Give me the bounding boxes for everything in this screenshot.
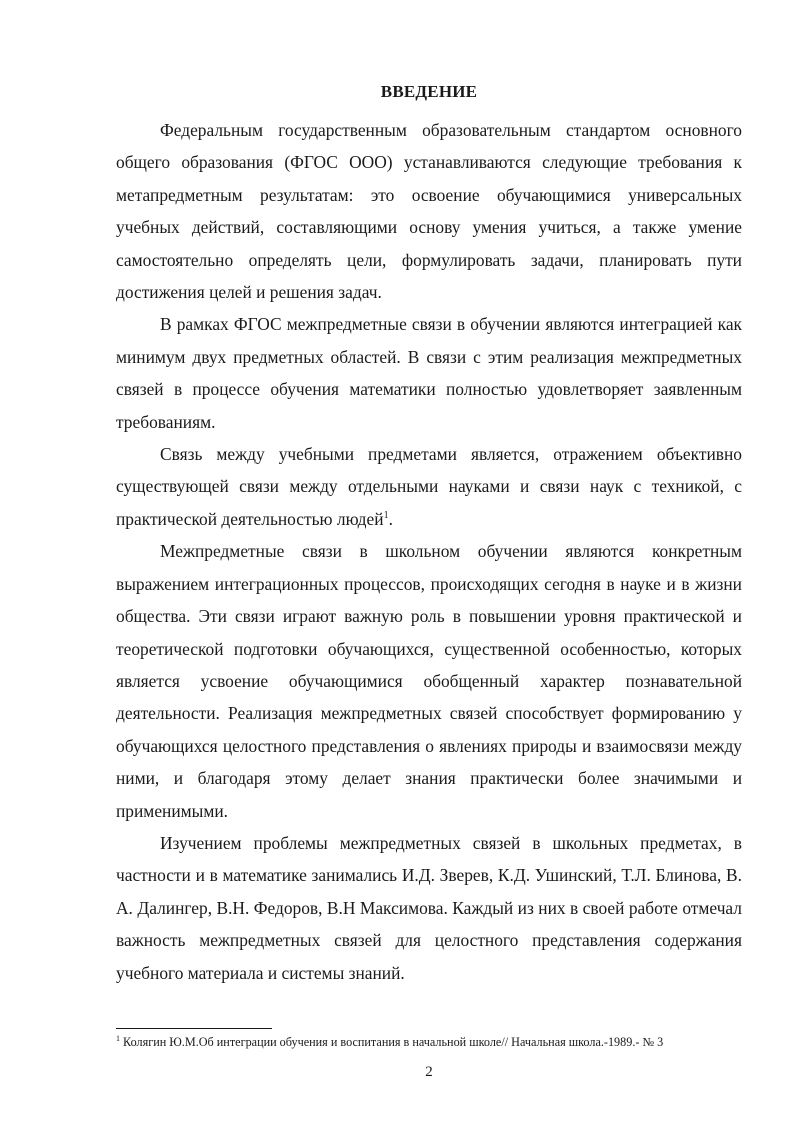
page-number: 2: [425, 1064, 433, 1080]
body-text: [116, 114, 742, 989]
paragraph-5: [116, 827, 742, 989]
paragraph-text: Межпредметные связи в школьном обучении являются конкретным выражением интеграционных процессов, происходящих сегодня в науке и в жизни общества. Эти связи играют важную роль в повышении уровня практической и теоретической подготовки обучающихся, существенной особенностью, которых является усвоение обучающимися обобщенный характер познавательной деятельности. Реализация межпредметных связей способствует формированию у обучающихся целостного представления о явлениях природы и взаимосвязи между ними, и благодаря этому делает знания практически более значимыми и применимыми.: [116, 541, 742, 821]
document-title: ВВЕДЕНИЕ: [380, 82, 478, 101]
paragraph-3: [116, 438, 742, 535]
footnote: [116, 1034, 756, 1050]
paragraph-text: В рамках ФГОС межпредметные связи в обучении являются интеграцией как минимум двух предметных областей. В связи с этим реализация межпредметных связей в процессе обучения математики полностью удовлетворяет заявленным требованиям.: [116, 314, 742, 432]
paragraph-2: [116, 308, 742, 438]
footnote-marker: 1: [116, 1033, 120, 1043]
paragraph-tail: .: [388, 508, 393, 529]
paragraph-text: Федеральным государственным образовательным стандартом основного общего образования (ФГОС ООО) устанавливаются следующие требования к метапредметным результатам: это освоение обучающимися универсальных учебных действий, составляющими основу умения учиться, а также умение самостоятельно определять цели, формулировать задачи, планировать пути достижения целей и решения задач.: [116, 120, 742, 303]
paragraph-text: Изучением проблемы межпредметных связей в школьных предметах, в частности и в математике занимались И.Д. Зверев, К.Д. Ушинский, Т.Л. Блинова, В. А. Далингер, В.Н. Федоров, В.Н Максимова. Каждый из них в своей работе отмечал важность межпредметных связей для целостного представления содержания учебного материала и системы знаний.: [116, 832, 742, 983]
paragraph-1: [116, 114, 742, 308]
footnote-reference[interactable]: 1: [383, 510, 389, 522]
footnote-separator: [116, 1028, 272, 1029]
footnote-text: Колягин Ю.М.Об интеграции обучения и воспитания в начальной школе// Начальная школа.-1989.- № 3: [120, 1035, 664, 1049]
paragraph-text: Связь между учебными предметами является, отражением объективно существующей связи между отдельными науками и связи наук с техникой, с практической деятельностью людей: [116, 444, 742, 529]
paragraph-4: [116, 535, 742, 827]
